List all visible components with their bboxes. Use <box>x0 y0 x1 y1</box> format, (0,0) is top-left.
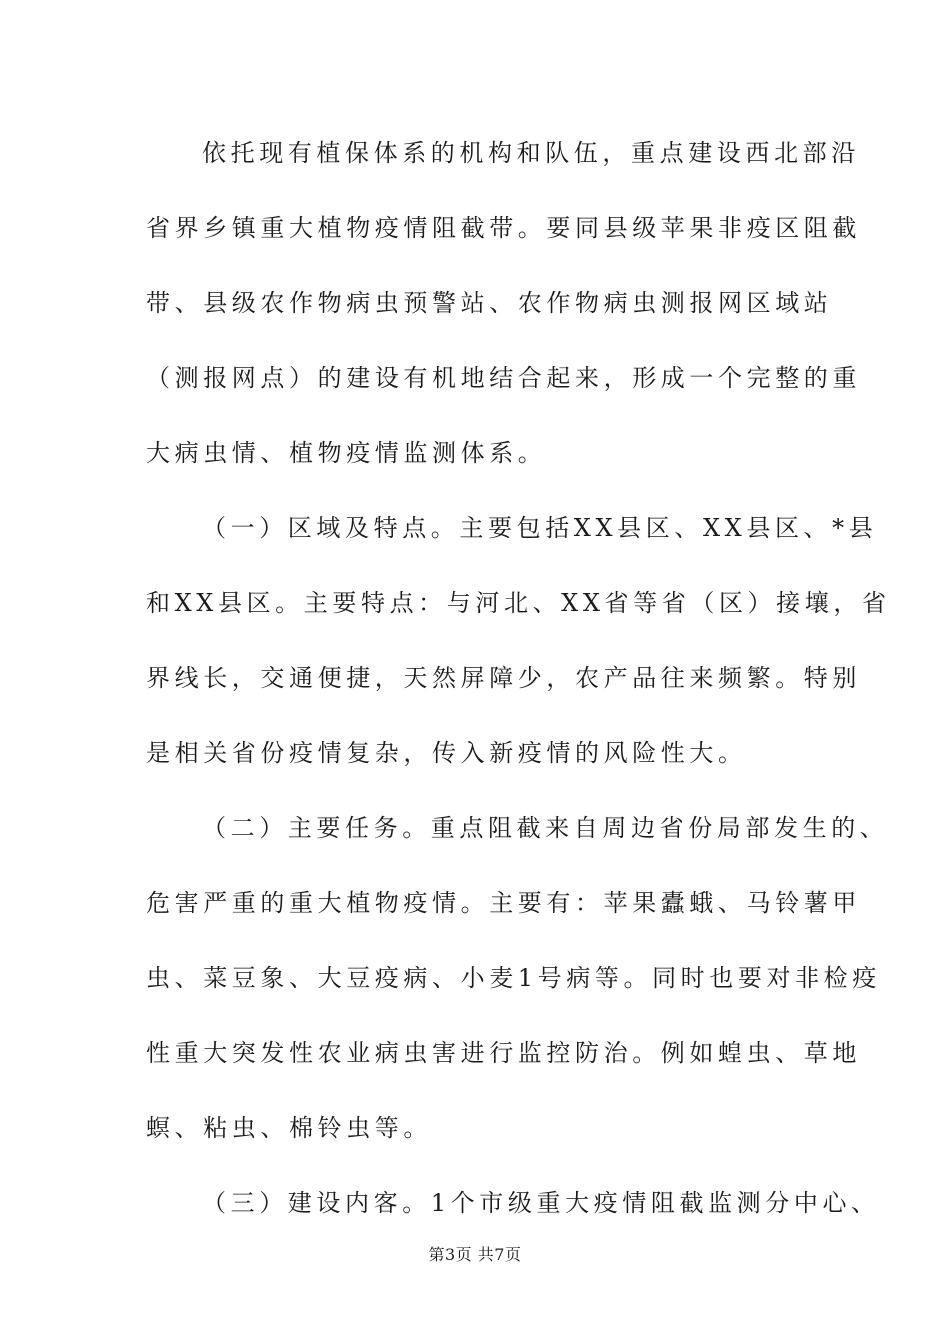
text-line: 危害严重的重大植物疫情。主要有：苹果蠹蛾、马铃薯甲 <box>146 889 861 917</box>
text-line: 依托现有植保体系的机构和队伍，重点建设西北部沿 <box>202 139 860 167</box>
text-line: 性重大突发性农业病虫害进行监控防治。例如蝗虫、草地 <box>146 1039 861 1067</box>
text-line: 螟、粘虫、棉铃虫等。 <box>146 1114 432 1142</box>
text-line: 带、县级农作物病虫预警站、农作物病虫测报网区域站 <box>146 289 833 317</box>
text-line: （测报网点）的建设有机地结合起来，形成一个完整的重 <box>146 364 861 392</box>
text-line: 虫、菜豆象、大豆疫病、小麦1号病等。同时也要对非检疫 <box>146 964 881 992</box>
text-line: 是相关省份疫情复杂，传入新疫情的风险性大。 <box>146 739 747 767</box>
section-heading-line: （二）主要任务。重点阻截来自周边省份局部发生的、 <box>202 814 889 842</box>
page-footer: 第3页 共7页 <box>428 1245 522 1264</box>
text-line: 界线长，交通便捷，天然屏障少，农产品往来频繁。特别 <box>146 664 861 692</box>
text-line: 省界乡镇重大植物疫情阻截带。要同县级苹果非疫区阻截 <box>146 214 861 242</box>
section-heading-line: （三）建设内客。1个市级重大疫情阻截监测分中心、 <box>202 1189 880 1217</box>
section-heading-line: （一）区域及特点。主要包括XX县区、XX县区、*县 <box>202 514 878 542</box>
document-body <box>146 128 891 1253</box>
text-line: 大病虫情、植物疫情监测体系。 <box>146 439 547 467</box>
text-line: 和XX县区。主要特点：与河北、XX省等省（区）接壤，省 <box>146 589 891 617</box>
